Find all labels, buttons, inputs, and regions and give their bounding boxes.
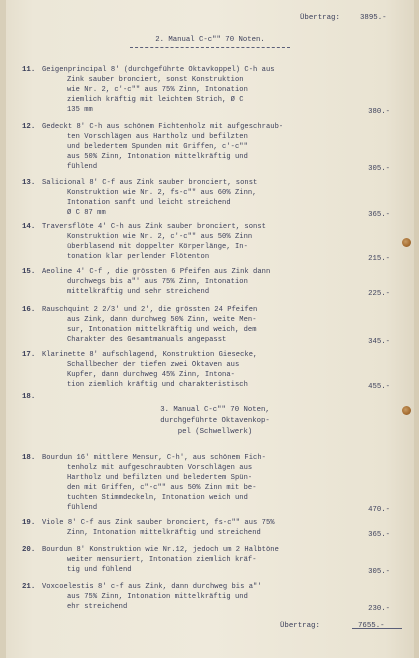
manual-3-entry-text-line: Zinn, Intonation mittelkräftig und streichend <box>67 529 261 537</box>
manual-2-entry-price: 380.- <box>368 108 390 116</box>
manual-2-entry-text-line: Gedeckt 8' C-h aus schönem Fichtenholz mit aufgeschraub- <box>42 123 284 131</box>
manual-2-entry-text-line: 135 mm <box>67 106 93 114</box>
manual-2-entry-number: 13. <box>22 179 36 187</box>
manual-3-entry-text-line: Viole 8' C-f aus Zink sauber bronciert, fs-c"" aus 75% <box>42 519 275 527</box>
manual-3-entry-number: 21. <box>22 583 36 591</box>
manual-2-entry-text-line: Salicional 8' C-f aus Zink sauber bronciert, sonst <box>42 179 258 187</box>
manual-3-heading-line-2: durchgeführte Oktavenkop- <box>160 417 270 425</box>
manual-3-entry-number: 19. <box>22 519 36 527</box>
manual-3-entry-text-line: Voxcoelestis 8' c-f aus Zink, dann durchweg bis a"' <box>42 583 262 591</box>
paper-edge-left <box>0 0 6 658</box>
carry-over-value-bottom: 7655.- <box>358 622 385 630</box>
manual-2-entry-number: 16. <box>22 306 36 314</box>
manual-2-entry-number: 14. <box>22 223 36 231</box>
manual-2-entry-text-line: aus Zink, dann durchweg 50% Zinn, weite Men- <box>67 316 257 324</box>
manual-3-entry-text-line: tuchten Stimmdeckeln, Intonation weich und <box>67 494 248 502</box>
manual-2-entry-text-line: Klarinette 8' aufschlagend, Konstruktion Giesecke, <box>42 351 258 359</box>
manual-2-entry-text-line: ten Vorschlägen aus Hartholz und befilzten <box>67 133 248 141</box>
punch-hole-lower <box>402 406 411 415</box>
manual-2-entry-text-line: Charakter des Gesamtmanuals angepasst <box>67 336 227 344</box>
manual-3-entry-text-line: den mit Griffen, c"-c"" aus 50% Zinn mit be- <box>67 484 257 492</box>
paper-edge-right <box>414 0 419 658</box>
manual-2-entry-text-line: Rauschquint 2 2/3' und 2', die grössten 24 Pfeifen <box>42 306 258 314</box>
manual-2-entry-text-line: tonation klar perlender Flötenton <box>67 253 210 261</box>
punch-hole-upper <box>402 238 411 247</box>
manual-2-entry-text-line: aus 50% Zinn, Intonation mittelkräftig und <box>67 153 248 161</box>
manual-2-entry-price: 365.- <box>368 211 390 219</box>
heading-underline-m2 <box>130 47 290 48</box>
manual-3-entry-price: 305.- <box>368 568 390 576</box>
manual-3-entry-text-line: weiter mensuriert, Intonation ziemlich kräf- <box>67 556 257 564</box>
manual-3-entry-text-line: Bourdun 8' Konstruktion wie Nr.12, jedoch um 2 Halbtöne <box>42 546 279 554</box>
manual-3-entry-price: 230.- <box>368 605 390 613</box>
manual-3-entry-text-line: Hartholz und befilzten und beledertem Spün- <box>67 474 253 482</box>
manual-3-heading-line-3: pel (Schwellwerk) <box>177 428 253 436</box>
manual-3-entry-number: 20. <box>22 546 36 554</box>
manual-2-heading: 2. Manual C-c"" 70 Noten. <box>155 36 265 44</box>
manual-2-entry-price: 225.- <box>368 290 390 298</box>
manual-2-entry-price: 345.- <box>368 338 390 346</box>
manual-2-entry-number: 12. <box>22 123 36 131</box>
manual-3-heading-line-1: 3. Manual C-c"" 70 Noten, <box>160 406 270 414</box>
manual-2-entry-text-line: Traversflöte 4' C-h aus Zink sauber bronciert, sonst <box>42 223 266 231</box>
manual-2-entry-text-line: tion ziemlich kräftig und charakteristisch <box>67 381 248 389</box>
manual-2-entry-text-line: mittelkräftig und sehr streichend <box>67 288 210 296</box>
manual-3-entry-text-line: tig und fühlend <box>67 566 132 574</box>
carry-over-label-bottom: Übertrag: <box>280 622 320 630</box>
manual-2-entry-text-line: überblasend mit doppelter Körperlänge, In- <box>67 243 248 251</box>
manual-2-entry-price: 455.- <box>368 383 390 391</box>
manual-3-entry-text-line: ehr streichend <box>67 603 128 611</box>
manual-2-entry-text-line: Intonation sanft und leicht streichend <box>67 199 231 207</box>
manual-2-entry-text-line: Konstruktion wie Nr. 2, fs-c"" aus 60% Zinn, <box>67 189 257 197</box>
manual-2-entry-text-line: Kupfer, dann durchweg 45% Zinn, Intona- <box>67 371 235 379</box>
manual-2-entry-text-line: und beledertem Spunden mit Griffen, c'-c"" <box>67 143 248 151</box>
manual-2-entry-text-line: fühlend <box>67 163 98 171</box>
manual-2-entry-price: 305.- <box>368 165 390 173</box>
manual-2-entry-number: 17. <box>22 351 36 359</box>
manual-2-entry-text-line: wie Nr. 2, c'-c"" aus 75% Zinn, Intonation <box>67 86 248 94</box>
manual-2-entry-number: 11. <box>22 66 36 74</box>
manual-3-entry-text-line: fühlend <box>67 504 98 512</box>
manual-3-entry-text-line: tenholz mit aufgeschraubten Vorschlägen aus <box>67 464 253 472</box>
manual-2-entry-text-line: Geigenprincipal 8' (durchgeführte Oktavkoppel) C-h aus <box>42 66 275 74</box>
manual-2-entry-text-line: Ø C 87 mm <box>67 209 106 217</box>
carry-over-value-top: 3895.- <box>360 14 387 22</box>
manual-2-entry-text-line: ziemlich kräftig mit leichtem Strich, Ø C <box>67 96 244 104</box>
manual-3-entry-text-line: aus 75% Zinn, Intonation mittelkräftig und <box>67 593 248 601</box>
manual-2-entry-text-line: Schallbecher der tiefen zwei Oktaven aus <box>67 361 240 369</box>
manual-2-entry-text-line: durchwegs bis a"' aus 75% Zinn, Intonation <box>67 278 248 286</box>
manual-2-entry-text-line: Konstruktion wie Nr. 2, c'-c"" aus 50% Zinn <box>67 233 253 241</box>
manual-3-entry-number: 18. <box>22 454 36 462</box>
manual-2-entry-price: 215.- <box>368 255 390 263</box>
carry-over-label-top: Übertrag: <box>300 14 340 22</box>
manual-3-entry-price: 365.- <box>368 531 390 539</box>
manual-2-entry-text-line: Zink sauber bronciert, sonst Konstruktion <box>67 76 244 84</box>
manual-2-entry-text-line: sur, Intonation mittelkräftig und weich, dem <box>67 326 257 334</box>
manual-2-entry-number: 15. <box>22 268 36 276</box>
manual-3-entry-text-line: Bourdun 16' mittlere Mensur, C-h', aus schönem Fich- <box>42 454 266 462</box>
manual-3-entry-price: 470.- <box>368 506 390 514</box>
manual-2-entry-number: 18. <box>22 393 36 401</box>
manual-2-entry-text-line: Aeoline 4' C-f , die grössten 6 Pfeifen aus Zink dann <box>42 268 271 276</box>
